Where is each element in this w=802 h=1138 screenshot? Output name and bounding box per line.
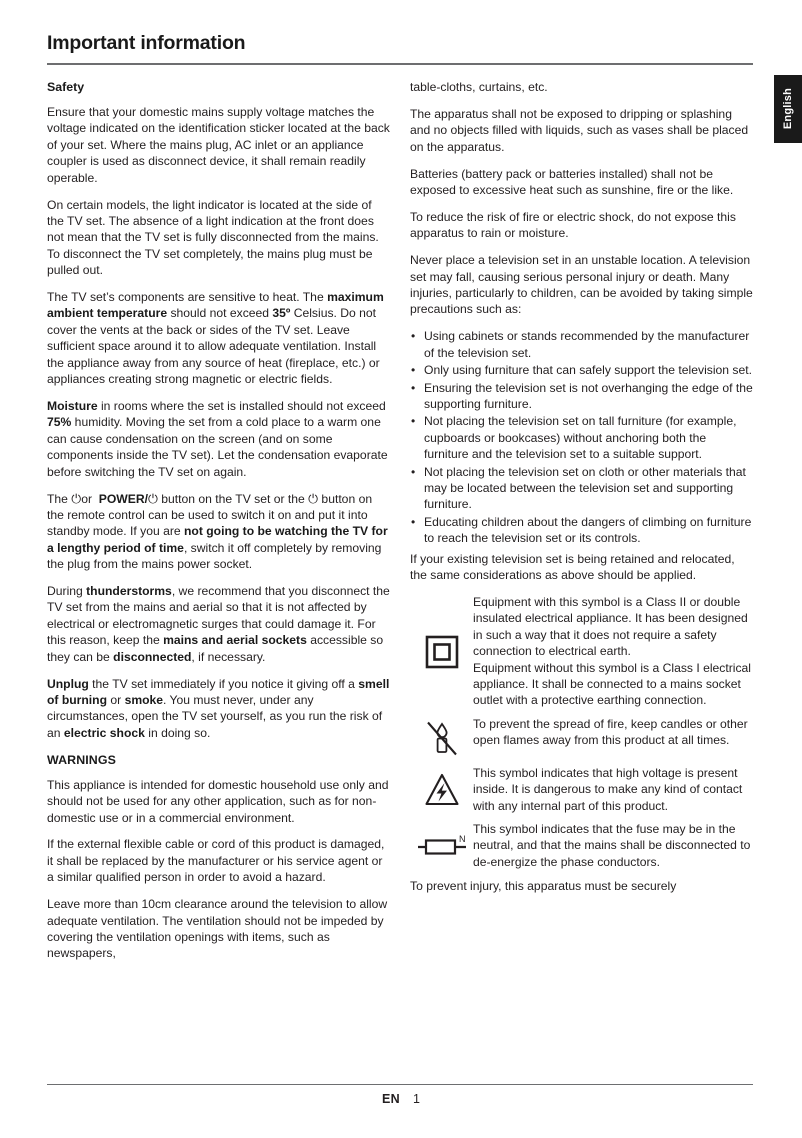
p7-text-d: or xyxy=(107,693,125,707)
symbol-text-no-open-flame-part-1: To prevent the spread of fire, keep candles or other open flames away from this product at all times. xyxy=(473,716,748,748)
language-tab xyxy=(774,75,802,143)
p5-text-a: The xyxy=(47,491,72,506)
p6-text-a: During xyxy=(47,584,87,599)
safety-paragraph-2: On certain models, the light indicator is located at the side of the TV set. The absence of a light indication at the front does not mean that the TV set is fully disconnected from the mains. To disconnect the TV set completely, the mains plug must be pulled out. xyxy=(47,197,379,278)
list-item: • Using cabinets or stands recommended by the manufacturer of the television set. xyxy=(410,328,753,361)
list-item: • Not placing the television set on tall furniture (for example, cupboards or bookcases) without anchoring both the furniture and the television set to a suitable support. xyxy=(410,413,753,462)
right-paragraph-1: table-cloths, curtains, etc. xyxy=(410,80,548,94)
safety-paragraph-4 xyxy=(47,398,390,480)
p7-text-b: the TV set immediately if you notice it giving off a xyxy=(88,676,359,691)
p5-bold-lengthy: not going to be watching the TV for a lengthy period of time xyxy=(47,524,388,555)
symbol-text-fuse-neutral xyxy=(473,821,753,870)
symbol-row-no-open-flame xyxy=(410,716,753,758)
safety-paragraph-1: Ensure that your domestic mains supply voltage matches the voltage indicated on the identification sticker located at the back of your set. Where the mains plug, AC inlet or an appliance coupler is used as disconnect device, it shall remain readily operable. xyxy=(47,105,390,185)
symbol-row-fuse-neutral xyxy=(410,821,753,870)
p4-bold-moisture: Moisture xyxy=(47,399,98,413)
warnings-heading: WARNINGS xyxy=(47,752,116,767)
content-columns xyxy=(47,79,753,972)
symbol-text-class-2-part-1: Equipment with this symbol is a Class II or double insulated electrical appliance. It has been designed in such a way that it does not require a safety connection to electrical earth. xyxy=(473,594,748,659)
symbol-text-high-voltage-part-1: This symbol indicates that high voltage is present inside. It is dangerous to make any kind of contact with any internal part of this product. xyxy=(473,765,743,813)
warnings-paragraph-3: Leave more than 10cm clearance around the television to allow adequate ventilation. The ventilation should not be impeded by covering the ventilation openings with items, such as newspapers, xyxy=(47,897,388,961)
safety-paragraph-6 xyxy=(47,583,390,665)
symbol-row-class-2 xyxy=(410,594,753,709)
p7-bold-shock: electric shock xyxy=(63,725,145,740)
p5-text-b: or xyxy=(81,491,92,506)
p3-bold-temp: maximum ambient temperature xyxy=(47,290,384,321)
symbol-row-high-voltage xyxy=(410,765,753,814)
page-footer xyxy=(0,1092,802,1106)
symbol-text-no-open-flame xyxy=(473,716,753,749)
p4-text-b: in rooms where the set is installed should not exceed xyxy=(97,399,386,413)
left-column xyxy=(47,79,390,972)
symbol-text-high-voltage xyxy=(473,765,753,814)
p7-text-f: . You must never, under any circumstances, open the TV set yourself, as you run the risk of an xyxy=(47,693,383,740)
p5-text-d: button on the TV set or the xyxy=(157,491,309,506)
p6-bold-disconnected: disconnected xyxy=(113,649,192,664)
warnings-paragraph-2: If the external flexible cable or cord of this product is damaged, it shall be replaced by the manufacturer or his service agent or a similar qualified person in order to avoid a hazard. xyxy=(47,837,385,885)
symbol-text-fuse-neutral-part-1: This symbol indicates that the fuse may be in the neutral, and that the mains shall be disconnected to de-energize the phase conductors. xyxy=(473,822,751,869)
safety-paragraph-3 xyxy=(47,289,390,387)
p7-bold-smoke: smoke xyxy=(124,693,164,707)
p6-bold-sockets: mains and aerial sockets xyxy=(163,633,307,648)
footer-language-code: EN xyxy=(382,1092,400,1106)
p5-bold-power: POWER/ xyxy=(98,491,148,506)
page-title: Important information xyxy=(47,32,246,54)
p4-text-d: humidity. Moving the set from a cold place to a warm one can cause condensation on the screen (and on some components inside the TV set). Let the condensation evaporate before switching the TV set on again. xyxy=(47,415,388,479)
p6-text-e: accessible so they can be xyxy=(47,633,384,664)
power-symbol-icon-3: ⏻ xyxy=(308,490,319,506)
safety-paragraph-5 xyxy=(47,491,390,573)
p7-text-h: in doing so. xyxy=(144,725,211,740)
p5-text-g: , switch it off completely by removing the plug from the mains power socket. xyxy=(47,540,382,572)
language-tab-label: English xyxy=(782,88,794,130)
power-symbol-icon-2: ⏻ xyxy=(147,490,158,506)
safety-paragraph-7 xyxy=(47,676,390,742)
p3-bold-value: 35º xyxy=(272,306,291,321)
p3-text-a: The TV set’s components are sensitive to heat. The xyxy=(47,290,328,305)
p7-bold-smell: smell of burning xyxy=(47,676,390,707)
safety-heading: Safety xyxy=(47,80,85,94)
p6-text-g: , if necessary. xyxy=(191,649,266,664)
list-item: • Only using furniture that can safely support the television set. xyxy=(410,362,753,378)
right-paragraph-6: If your existing television set is being retained and relocated, the same considerations as above should be applied. xyxy=(410,551,735,583)
p3-text-e: Celsius. Do not cover the vents at the back or sides of the TV set. Leave sufficient space around it to allow adequate ventilation. Install the appliance away from any source of heat (fireplace, etc.) or appliances creating strong magnetic or electric fields. xyxy=(47,306,380,387)
high-voltage-warning-icon xyxy=(410,770,473,808)
no-open-flame-icon xyxy=(410,716,473,758)
symbol-legend-block xyxy=(410,594,753,870)
right-paragraph-7: To prevent injury, this apparatus must be securely xyxy=(410,879,677,894)
p3-text-c: should not exceed xyxy=(167,306,273,321)
page-header xyxy=(47,32,753,65)
warnings-paragraph-1: This appliance is intended for domestic household use only and should not be used for any other application, such as for non-domestic use or in a commercial environment. xyxy=(47,777,389,825)
precautions-list xyxy=(410,328,753,546)
list-item: • Ensuring the television set is not overhanging the edge of the supporting furniture. xyxy=(410,380,753,413)
fuse-in-neutral-icon xyxy=(410,832,473,860)
class-2-double-insulated-icon xyxy=(410,633,473,669)
footer-page-number: 1 xyxy=(413,1092,420,1106)
p4-bold-humidity: 75% xyxy=(47,415,72,430)
header-divider xyxy=(47,63,753,65)
list-item: • Educating children about the dangers of climbing on furniture to reach the television set or its controls. xyxy=(410,514,753,547)
p6-text-c: , we recommend that you disconnect the TV set from the mains and aerial so that it is not affected by electrical or electromagnetic surges that could damage it. For this reason, keep the xyxy=(47,584,390,648)
list-item: • Not placing the television set on cloth or other materials that may be located between the television set and supporting furniture. xyxy=(410,464,753,513)
symbol-text-class-2 xyxy=(473,594,753,709)
power-symbol-icon: ⏻ xyxy=(71,490,82,506)
right-paragraph-5: Never place a television set in an unstable location. A television set may fall, causing serious personal injury or death. Many injuries, particularly to children, can be avoided by taking simple precautions such as: xyxy=(410,253,753,317)
right-paragraph-2: The apparatus shall not be exposed to dripping or splashing and no objects filled with liquids, such as vases shall be placed on the apparatus. xyxy=(410,106,749,154)
p6-bold-thunderstorms: thunderstorms xyxy=(86,584,172,599)
footer-divider xyxy=(47,1084,753,1085)
p5-text-e: button on the remote control can be used to switch it on and put it into standby mode. If you are xyxy=(47,491,373,539)
right-paragraph-3: Batteries (battery pack or batteries installed) shall not be exposed to excessive heat such as sunshine, fire or the like. xyxy=(410,166,734,198)
p7-bold-unplug: Unplug xyxy=(47,676,89,691)
right-paragraph-4: To reduce the risk of fire or electric shock, do not expose this apparatus to rain or moisture. xyxy=(410,209,736,241)
right-column xyxy=(410,79,753,972)
svg-text:N: N xyxy=(458,833,465,844)
symbol-text-class-2-part-2: Equipment without this symbol is a Class I electrical appliance. It shall be connected to a mains socket outlet with a protective earthing connection. xyxy=(473,660,751,708)
